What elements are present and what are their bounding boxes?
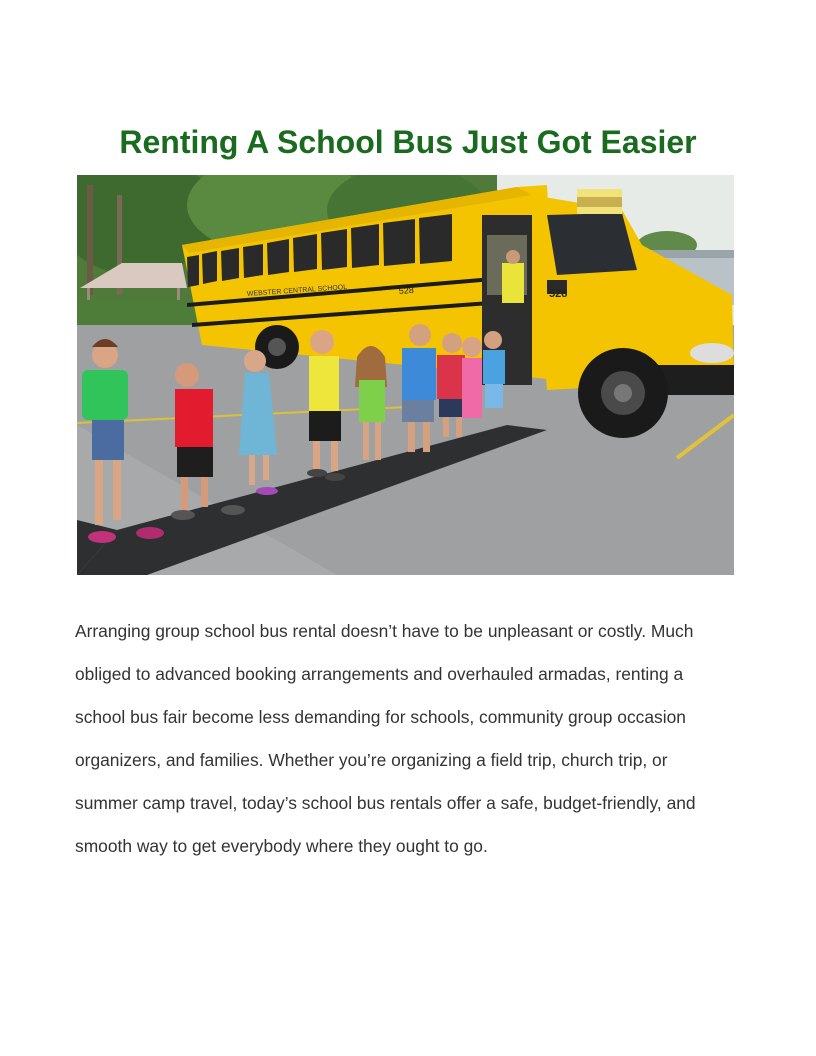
bus-side-label: WEBSTER CENTRAL SCHOOL [246,284,348,298]
paragraph-line: school bus fair become less demanding for schools, community group occasion [75,707,686,727]
bus-number-front: 528 [549,288,568,300]
paragraph-line: Arranging group school bus rental doesn’t have to be unpleasant or costly. Much [75,621,694,641]
body-paragraph [75,610,755,868]
bus-number-side: 528 [398,284,415,296]
page-title: Renting A School Bus Just Got Easier [119,124,697,160]
paragraph-line: organizers, and families. Whether you’re organizing a field trip, church trip, or [75,750,668,770]
school-bus-photo [77,175,734,575]
paragraph-line: smooth way to get everybody where they ought to go. [75,836,488,856]
paragraph-line: summer camp travel, today’s school bus rentals offer a safe, budget-friendly, and [75,793,696,813]
paragraph-line: obliged to advanced booking arrangements and overhauled armadas, renting a [75,664,684,684]
